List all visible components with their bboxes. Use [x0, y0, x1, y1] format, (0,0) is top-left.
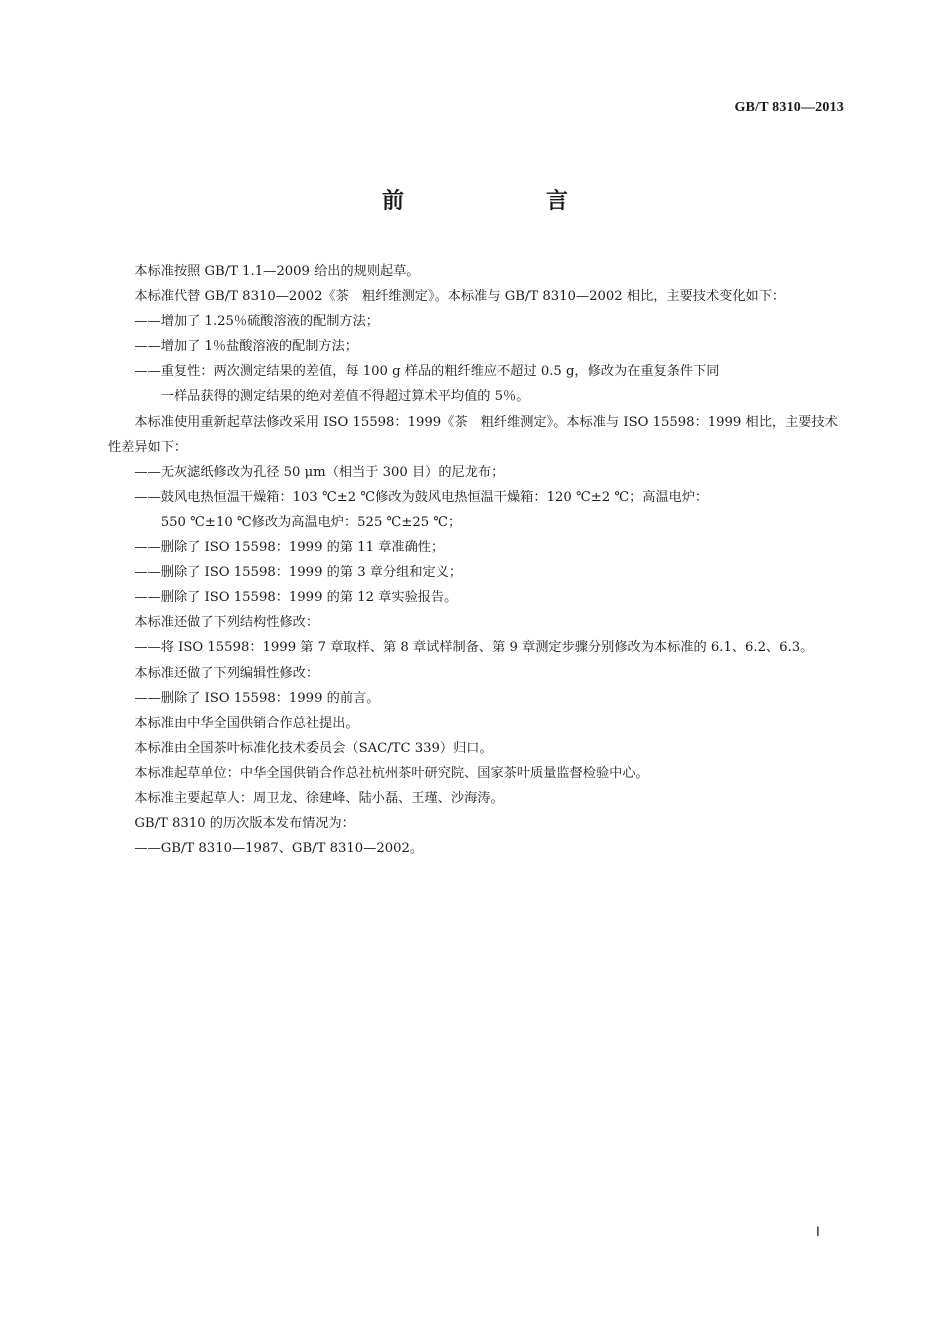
- paragraph: 本标准起草单位：中华全国供销合作总社杭州茶叶研究院、国家茶叶质量监督检验中心。: [134, 765, 649, 781]
- foreword-body: [108, 259, 844, 861]
- list-item: ——无灰滤纸修改为孔径 50 μm（相当于 300 目）的尼龙布；: [134, 464, 505, 480]
- list-item: ——删除了 ISO 15598：1999 的第 11 章准确性；: [134, 540, 445, 556]
- paragraph: 本标准还做了下列结构性修改：: [134, 615, 320, 631]
- paragraph: 本标准主要起草人：周卫龙、徐建峰、陆小磊、王瑾、沙海涛。: [134, 790, 504, 806]
- list-item: ——删除了 ISO 15598：1999 的第 12 章实验报告。: [134, 590, 458, 606]
- list-item: ——增加了 1.25％硫酸溶液的配制方法；: [134, 314, 379, 330]
- paragraph: 本标准按照 GB/T 1.1—2009 给出的规则起草。: [134, 264, 420, 279]
- list-item-continuation: 一样品获得的测定结果的绝对差值不得超过算术平均值的 5％。: [160, 389, 530, 405]
- paragraph: ——将 ISO 15598：1999 第 7 章取样、第 8 章试样制备、第 9 章测定步骤分别修改为本标准的 6.1、6.2、6.3。: [134, 640, 814, 656]
- paragraph: 本标准使用重新起草法修改采用 ISO 15598：1999《茶 粗纤维测定》。本标准与 ISO 15598：1999 相比，主要技术性差异如下：: [108, 414, 838, 455]
- list-item-continuation: 550 ℃±10 ℃修改为高温电炉：525 ℃±25 ℃；: [160, 514, 462, 530]
- paragraph: 本标准代替 GB/T 8310—2002《茶 粗纤维测定》。本标准与 GB/T 8310—2002 相比，主要技术变化如下：: [134, 289, 786, 305]
- list-item: ——增加了 1％盐酸溶液的配制方法；: [134, 339, 358, 355]
- list-item: [108, 485, 844, 535]
- paragraph: 本标准还做了下列编辑性修改：: [134, 665, 320, 681]
- list-item: ——删除了 ISO 15598：1999 的第 3 章分组和定义；: [134, 565, 463, 581]
- paragraph: 本标准由中华全国供销合作总社提出。: [134, 715, 359, 731]
- list-item-text: ——鼓风电热恒温干燥箱：103 ℃±2 ℃修改为鼓风电热恒温干燥箱：120 ℃±2 ℃；高温电炉：: [134, 489, 709, 505]
- paragraph: 本标准由全国茶叶标准化技术委员会（SAC/TC 339）归口。: [134, 740, 493, 756]
- standard-code: GB/T 8310—2013: [734, 100, 844, 115]
- list-item: ——删除了 ISO 15598：1999 的前言。: [134, 690, 380, 706]
- page-number: Ⅰ: [816, 1224, 820, 1239]
- paragraph: GB/T 8310 的历次版本发布情况为：: [134, 816, 355, 832]
- list-item: [108, 359, 844, 409]
- page-title: 前 言: [381, 189, 628, 214]
- list-item-text: ——重复性：两次测定结果的差值，每 100 g 样品的粗纤维应不超过 0.5 g，修改为在重复条件下同: [134, 364, 720, 380]
- list-item: ——GB/T 8310—1987、GB/T 8310—2002。: [134, 841, 424, 857]
